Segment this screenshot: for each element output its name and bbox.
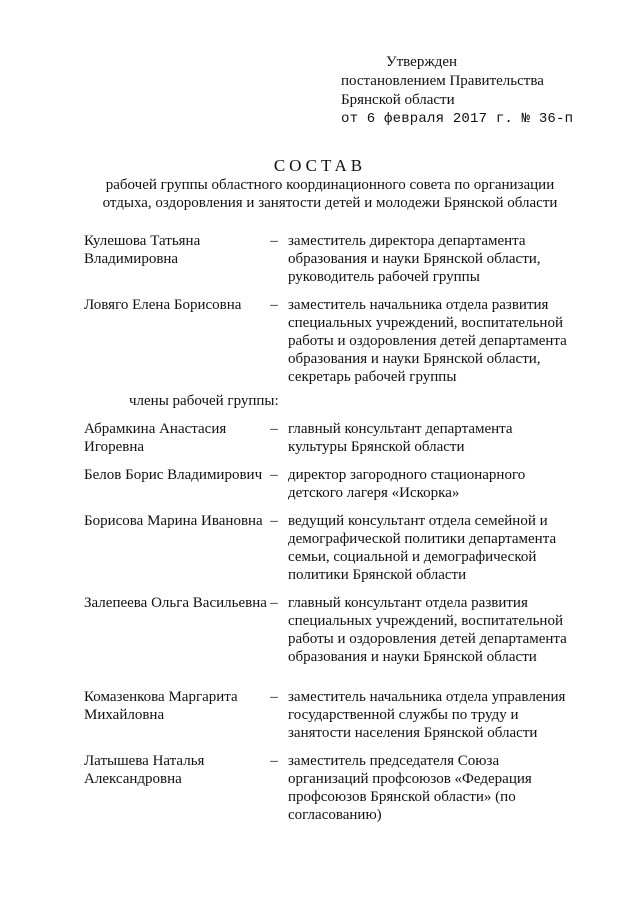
- dash: –: [270, 421, 278, 437]
- members-header: члены рабочей группы:: [129, 393, 279, 409]
- member-name: Борисова Марина Ивановна: [84, 513, 263, 529]
- document-title: СОСТАВ: [273, 156, 367, 175]
- member-name: Ловяго Елена Борисовна: [84, 297, 242, 313]
- dash: –: [270, 753, 278, 769]
- member-name: Латышева Наталья Александровна: [84, 753, 205, 787]
- dash: –: [270, 689, 278, 705]
- dash: –: [270, 513, 278, 529]
- member-name: Залепеева Ольга Васильевна: [84, 595, 267, 611]
- member-position: ведущий консультант отдела семейной и демографической политики департамента семьи, социальной и демографической политики Брянской области: [288, 513, 557, 583]
- approval-line-2: постановлением Правительства: [341, 73, 544, 89]
- approval-line-3: Брянской области: [341, 92, 455, 108]
- member-position: главный консультант департамента культуры Брянской области: [288, 421, 513, 455]
- member-name: Кулешова Татьяна Владимировна: [84, 233, 201, 267]
- dash: –: [270, 233, 278, 249]
- member-position: заместитель начальника отдела развития специальных учреждений, воспитательной работы и оздоровления детей департамента образования и науки Брянской области, секретарь рабочей группы: [288, 297, 567, 385]
- dash: –: [270, 297, 278, 313]
- dash: –: [270, 595, 278, 611]
- member-position: заместитель директора департамента образования и науки Брянской области, руководитель рабочей группы: [288, 233, 541, 285]
- member-position: заместитель председателя Союза организаций профсоюзов «Федерация профсоюзов Брянской области» (по согласованию): [288, 753, 532, 823]
- approval-block: [341, 53, 573, 129]
- member-position: директор загородного стационарного детского лагеря «Искорка»: [288, 467, 526, 501]
- member-position: главный консультант отдела развития специальных учреждений, воспитательной работы и оздоровления детей департамента образования и науки Брянской области: [288, 595, 567, 665]
- dash: –: [270, 467, 278, 483]
- approval-line-1: Утвержден: [386, 54, 458, 70]
- member-name: Абрамкина Анастасия Игоревна: [84, 421, 227, 455]
- member-position: заместитель начальника отдела управления государственной службы по труду и занятости населения Брянской области: [288, 689, 566, 741]
- member-name: Комазенкова Маргарита Михайловна: [84, 689, 238, 723]
- document-subtitle: рабочей группы областного координационного совета по организации отдыха, оздоровления и занятости детей и молодежи Брянской области: [102, 177, 558, 211]
- approval-date: от 6 февраля 2017 г. № 36-п: [341, 111, 574, 127]
- member-name: Белов Борис Владимирович: [84, 467, 263, 483]
